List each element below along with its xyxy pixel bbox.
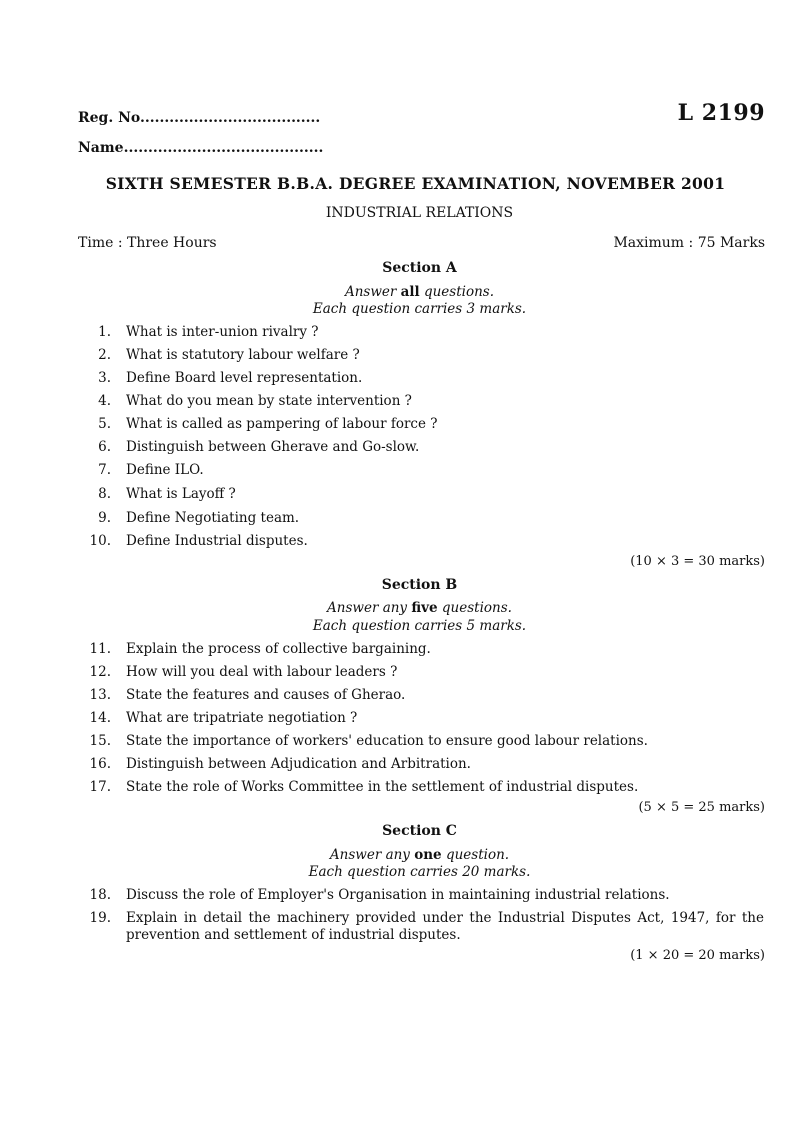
section-b-instruction: Answer any five questions. — [327, 600, 512, 616]
paper-code: L 2199 — [677, 100, 765, 126]
exam-subject: INDUSTRIAL RELATIONS — [325, 205, 514, 221]
exam-page: Reg. No..................................... Name......................................... L 2199 SIXTH SEMESTER B.B.A. DEGREE EXAMINATION, NOVEMBER 2001 INDUSTRIAL RELATIONS Time : Three Hours Maximum : 75 Marks Section A Answer all questions. Each question carries 3 marks. 1. What is inter-union rivalry ? 2. What is statutory labour welfare ? 3. Define Board level representation. 4. What do you mean by state intervention ? 5. What is called as pampering of labour force ? 6. Distinguish between Gherave and Go-slow. 7. Define ILO. 8. What is Layoff ? 9. Define Negotiating team. 10. Define Industrial disputes. (10 × 3 = 30 marks) Section B Answer any five questions. Each question carries 5 marks. 11. Explain the process of collective bargaining. 12. How will you deal with labour leaders ? 13. State the features and causes of Gherao. 14. What are tripatriate negotiation ? 15. State the importance of workers' education to ensure good labour relations. 16. Distinguish between Adjudication and Arbitration. 17. State the role of Works Committee in the settlement of industrial disputes. (5 × 5 = 25 marks) Section C Answer any one question. Each question carries 20 marks. 18. Discuss the role of Employer's Organisation in maintaining industrial relations. 19. Explain in detail the machinery provided under the Industrial Disputes Act, 1947, for the prevention and settlement of industrial disputes. (1 × 20 = 20 marks) — [0, 0, 811, 1124]
section-b-marks-note: Each question carries 5 marks. — [312, 618, 527, 634]
section-c-marks-note: Each question carries 20 marks. — [308, 864, 531, 880]
section-c-heading: Section C — [382, 823, 457, 839]
section-a-total-marks: (10 × 3 = 30 marks) — [630, 554, 765, 569]
section-b-total-marks: (5 × 5 = 25 marks) — [638, 800, 765, 815]
exam-max-marks: Maximum : 75 Marks — [613, 235, 765, 251]
section-a-heading: Section A — [382, 260, 457, 276]
section-b-heading: Section B — [381, 577, 458, 593]
section-c-total-marks: (1 × 20 = 20 marks) — [630, 948, 765, 963]
section-c-instruction: Answer any one question. — [329, 847, 510, 863]
section-a-marks-note: Each question carries 3 marks. — [312, 301, 527, 317]
reg-no-label: Reg. No..................................... — [78, 110, 321, 126]
exam-time: Time : Three Hours — [78, 235, 217, 251]
name-label: Name......................................... — [78, 140, 324, 156]
section-a-instruction: Answer all questions. — [344, 284, 495, 300]
exam-title: SIXTH SEMESTER B.B.A. DEGREE EXAMINATION, NOVEMBER 2001 — [105, 174, 726, 193]
